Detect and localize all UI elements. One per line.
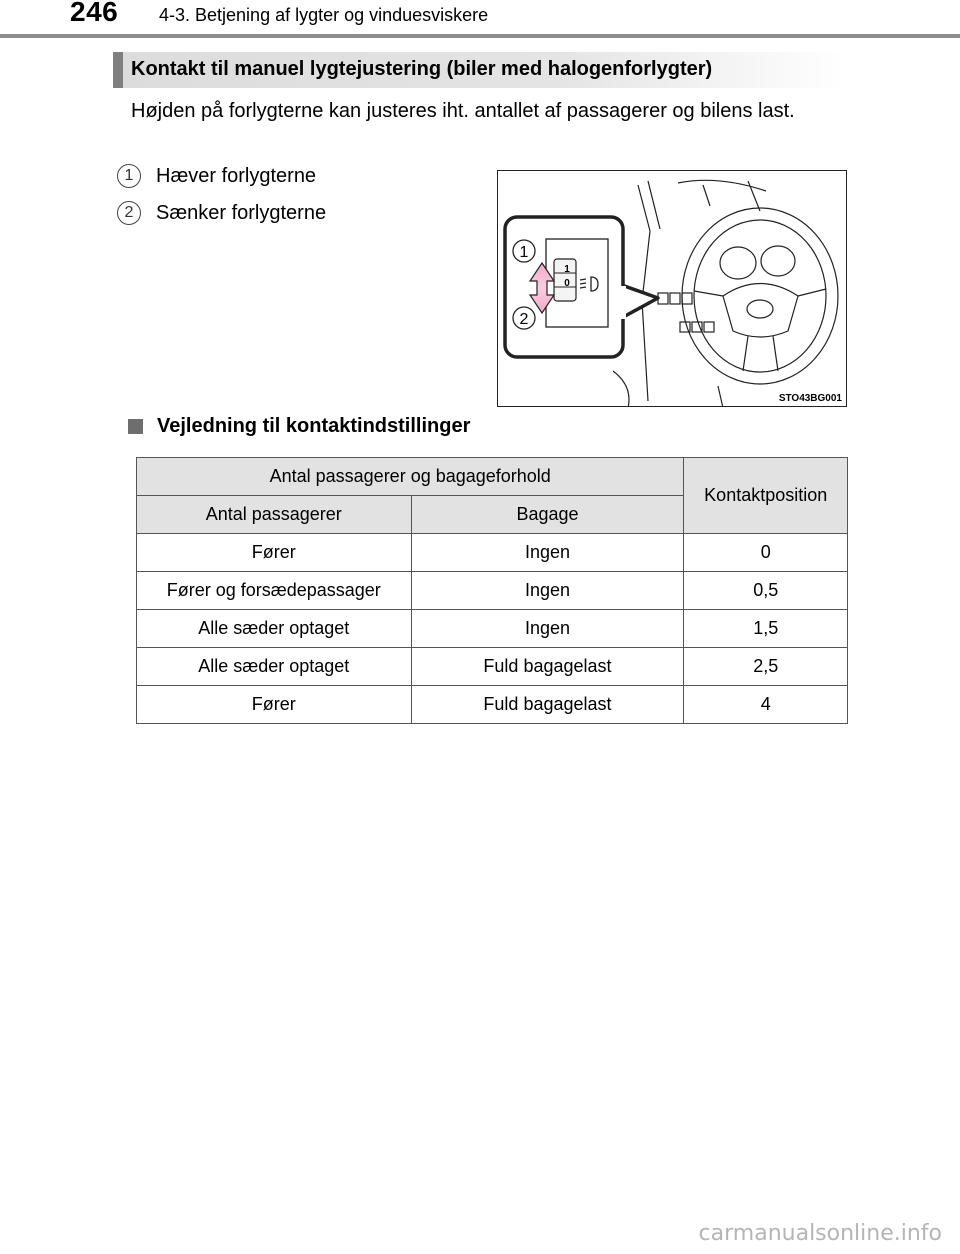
table-row <box>137 648 848 686</box>
header-position: Kontaktposition <box>684 458 848 534</box>
cell-passengers: Fører og forsædepassager <box>137 572 412 610</box>
header-group: Antal passagerer og bagageforhold <box>137 458 684 496</box>
section-title-bar <box>113 52 847 88</box>
cell-position: 0 <box>684 534 848 572</box>
subsection-title: Vejledning til kontaktindstillinger <box>157 415 471 437</box>
header-divider <box>0 34 960 38</box>
cell-passengers: Alle sæder optaget <box>137 610 412 648</box>
cell-passengers: Fører <box>137 686 412 724</box>
table-row <box>137 534 848 572</box>
header-passengers: Antal passagerer <box>137 496 412 534</box>
table-row <box>137 610 848 648</box>
header-luggage: Bagage <box>411 496 684 534</box>
section-title: Kontakt til manuel lygtejustering (biler med halogenforlygter) <box>131 58 713 80</box>
cell-luggage: Ingen <box>411 610 684 648</box>
cell-luggage: Fuld bagagelast <box>411 686 684 724</box>
list-number-1: 1 <box>117 164 141 188</box>
dial-mark-0: 0 <box>564 278 570 289</box>
list-text-raise: Hæver forlygterne <box>156 164 317 187</box>
cell-luggage: Ingen <box>411 534 684 572</box>
callout-number-2: 2 <box>519 311 529 328</box>
cell-luggage: Ingen <box>411 572 684 610</box>
cell-position: 2,5 <box>684 648 848 686</box>
table-row <box>137 572 848 610</box>
square-bullet-icon <box>128 419 143 434</box>
page-number: 246 <box>70 0 119 27</box>
callout-joint <box>614 286 626 319</box>
list-text-lower: Sænker forlygterne <box>156 201 327 224</box>
cell-luggage: Fuld bagagelast <box>411 648 684 686</box>
cell-position: 0,5 <box>684 572 848 610</box>
cell-position: 1,5 <box>684 610 848 648</box>
table-row <box>137 686 848 724</box>
list-item-raise <box>117 164 316 188</box>
table-header-row <box>137 458 848 496</box>
callout-number-1: 1 <box>519 244 529 261</box>
dashboard-drawing <box>498 171 847 407</box>
intro-paragraph: Højden på forlygterne kan justeres iht. antallet af passagerer og bilens last. <box>131 100 795 122</box>
dashboard-illustration <box>497 170 847 407</box>
cell-passengers: Alle sæder optaget <box>137 648 412 686</box>
dial-mark-1: 1 <box>564 264 570 275</box>
chapter-title: 4-3. Betjening af lygter og vinduesviskere <box>159 5 489 25</box>
list-item-lower <box>117 201 326 225</box>
figure-code: STO43BG001 <box>778 393 842 404</box>
section-accent <box>113 52 123 88</box>
cell-position: 4 <box>684 686 848 724</box>
list-number-2: 2 <box>117 201 141 225</box>
settings-table <box>136 457 848 724</box>
cell-passengers: Fører <box>137 534 412 572</box>
watermark: carmanualsonline.info <box>698 1221 942 1246</box>
subsection-heading <box>128 415 470 438</box>
